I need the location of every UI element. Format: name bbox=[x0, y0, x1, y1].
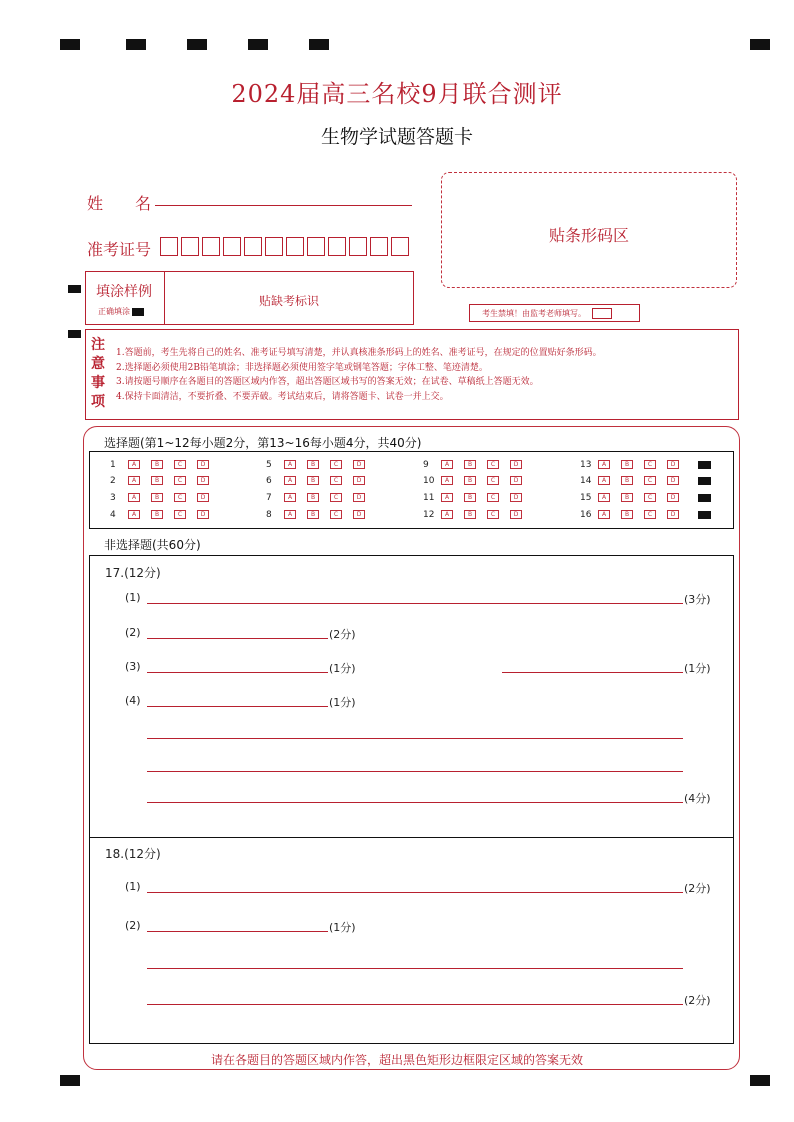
mc-question-5 bbox=[266, 460, 406, 470]
registration-mark bbox=[187, 39, 207, 50]
mc-question-15 bbox=[580, 493, 720, 503]
id-digit-box[interactable] bbox=[244, 237, 262, 256]
q18-part2-answer-line[interactable] bbox=[147, 931, 328, 932]
mc-question-number: 5 bbox=[266, 460, 272, 470]
id-digit-box[interactable] bbox=[370, 237, 388, 256]
mc-question-number: 4 bbox=[110, 510, 116, 520]
mc-option-d[interactable]: D bbox=[667, 493, 679, 502]
mc-option-a[interactable]: A bbox=[598, 493, 610, 502]
mc-question-12 bbox=[423, 510, 563, 520]
registration-mark bbox=[68, 285, 81, 293]
q17-part3b-answer-line[interactable] bbox=[502, 672, 683, 673]
mc-question-14 bbox=[580, 476, 720, 486]
mc-option-d[interactable]: D bbox=[197, 493, 209, 502]
q17-part3-label: (3) bbox=[125, 660, 141, 673]
mc-option-d[interactable]: D bbox=[510, 460, 522, 469]
notice-item: 1.答题前，考生先将自己的姓名、准考证号填写清楚，并认真核准条形码上的姓名、准考证号，在规定的位置贴好条形码。 bbox=[116, 348, 602, 358]
mc-option-d[interactable]: D bbox=[353, 510, 365, 519]
mc-option-d[interactable]: D bbox=[510, 510, 522, 519]
mc-option-c[interactable]: C bbox=[487, 460, 499, 469]
mc-option-b[interactable]: B bbox=[151, 460, 163, 469]
mc-question-10 bbox=[423, 476, 563, 486]
mc-question-3 bbox=[110, 493, 250, 503]
q18-title: 18.(12分) bbox=[105, 847, 161, 861]
mc-question-number: 9 bbox=[423, 460, 429, 470]
id-digit-box[interactable] bbox=[202, 237, 220, 256]
mc-option-a[interactable]: A bbox=[128, 493, 140, 502]
id-digit-box[interactable] bbox=[349, 237, 367, 256]
mc-question-number: 13 bbox=[580, 460, 592, 470]
registration-mark bbox=[248, 39, 268, 50]
notice-heading-char: 意 bbox=[91, 356, 105, 372]
mc-option-d[interactable]: D bbox=[197, 476, 209, 485]
q18-part2-label: (2) bbox=[125, 919, 141, 932]
mc-question-9 bbox=[423, 460, 563, 470]
q18-part2b-score: (2分) bbox=[684, 994, 711, 1007]
mc-question-4 bbox=[110, 510, 250, 520]
notice-heading bbox=[91, 336, 107, 412]
id-digit-box[interactable] bbox=[286, 237, 304, 256]
mc-question-number: 14 bbox=[580, 476, 592, 486]
proctor-note bbox=[469, 304, 640, 322]
mc-question-1 bbox=[110, 460, 250, 470]
mc-question-2 bbox=[110, 476, 250, 486]
q18-part2-score: (1分) bbox=[329, 921, 356, 934]
barcode-area bbox=[441, 172, 737, 288]
mc-question-number: 7 bbox=[266, 493, 272, 503]
mc-option-c[interactable]: C bbox=[330, 476, 342, 485]
mc-option-c[interactable]: C bbox=[644, 476, 656, 485]
q17-title: 17.(12分) bbox=[105, 566, 161, 580]
mc-question-number: 11 bbox=[423, 493, 435, 503]
mc-option-a[interactable]: A bbox=[128, 476, 140, 485]
mc-option-c[interactable]: C bbox=[174, 460, 186, 469]
mc-section-title: 选择题(第1~12每小题2分，第13~16每小题4分，共40分) bbox=[104, 436, 422, 450]
mc-question-number: 16 bbox=[580, 510, 592, 520]
mc-option-a[interactable]: A bbox=[128, 510, 140, 519]
timing-mark bbox=[698, 511, 711, 519]
mc-option-c[interactable]: C bbox=[330, 493, 342, 502]
registration-mark bbox=[750, 1075, 770, 1086]
q17-part1-label: (1) bbox=[125, 591, 141, 604]
mc-option-a[interactable]: A bbox=[284, 493, 296, 502]
mc-question-number: 2 bbox=[110, 476, 116, 486]
proctor-checkbox[interactable] bbox=[592, 308, 612, 319]
mc-option-b[interactable]: B bbox=[464, 476, 476, 485]
mc-option-d[interactable]: D bbox=[353, 493, 365, 502]
mc-option-c[interactable]: C bbox=[644, 460, 656, 469]
mc-question-11 bbox=[423, 493, 563, 503]
mc-option-b[interactable]: B bbox=[464, 493, 476, 502]
registration-mark bbox=[60, 39, 80, 50]
non-mc-section-title: 非选择题(共60分) bbox=[104, 538, 201, 552]
mc-question-7 bbox=[266, 493, 406, 503]
id-digit-box[interactable] bbox=[223, 237, 241, 256]
q17-part4-answer-line[interactable] bbox=[147, 802, 683, 803]
mc-option-d[interactable]: D bbox=[667, 460, 679, 469]
notice-box bbox=[85, 329, 739, 420]
timing-mark bbox=[698, 494, 711, 502]
mc-question-number: 8 bbox=[266, 510, 272, 520]
proctor-note-text: 考生禁填！由监考老师填写。 bbox=[482, 309, 586, 318]
notice-items bbox=[116, 346, 602, 404]
q17-part3b-score: (1分) bbox=[684, 662, 711, 675]
mc-option-a[interactable]: A bbox=[441, 493, 453, 502]
filled-mark-icon bbox=[132, 308, 144, 316]
id-digit-box[interactable] bbox=[160, 237, 178, 256]
free-response-box bbox=[89, 555, 734, 1044]
notice-item: 3.请按题号顺序在各题目的答题区域内作答，超出答题区域书写的答案无效；在试卷、草稿纸上答题无效。 bbox=[116, 377, 539, 387]
q17-part4-answer-line[interactable] bbox=[147, 706, 328, 707]
correct-fill-label: 正确填涂 bbox=[98, 307, 130, 316]
mc-question-number: 3 bbox=[110, 493, 116, 503]
mc-option-c[interactable]: C bbox=[644, 510, 656, 519]
fill-sample-cell bbox=[86, 272, 165, 324]
mc-option-b[interactable]: B bbox=[621, 510, 633, 519]
mc-option-d[interactable]: D bbox=[510, 476, 522, 485]
mc-question-number: 6 bbox=[266, 476, 272, 486]
mc-question-16 bbox=[580, 510, 720, 520]
notice-heading-char: 注 bbox=[91, 337, 105, 353]
q17-part2-answer-line[interactable] bbox=[147, 638, 328, 639]
timing-mark bbox=[698, 477, 711, 485]
mc-option-d[interactable]: D bbox=[667, 510, 679, 519]
q18-part1-label: (1) bbox=[125, 880, 141, 893]
notice-heading-char: 事 bbox=[91, 375, 105, 391]
registration-mark bbox=[60, 1075, 80, 1086]
notice-item: 2.选择题必须使用2B铅笔填涂；非选择题必须使用签字笔或钢笔答题；字体工整、笔迹清楚。 bbox=[116, 362, 488, 373]
fill-sample-box bbox=[85, 271, 414, 325]
mc-question-13 bbox=[580, 460, 720, 470]
name-label: 姓 名 bbox=[87, 194, 152, 213]
q17-part3-score: (1分) bbox=[329, 662, 356, 675]
mc-option-a[interactable]: A bbox=[598, 476, 610, 485]
id-label: 准考证号 bbox=[87, 240, 152, 259]
q18-part2-answer-line[interactable] bbox=[147, 968, 683, 969]
id-digit-box[interactable] bbox=[307, 237, 325, 256]
mc-option-b[interactable]: B bbox=[307, 493, 319, 502]
mc-option-d[interactable]: D bbox=[353, 476, 365, 485]
registration-mark bbox=[126, 39, 146, 50]
mc-option-c[interactable]: C bbox=[487, 493, 499, 502]
footer-warning: 请在各题目的答题区域内作答，超出黑色矩形边框限定区域的答案无效 bbox=[210, 1053, 583, 1067]
mc-question-number: 15 bbox=[580, 493, 592, 503]
q17-part1-answer-line[interactable] bbox=[147, 603, 683, 604]
q17-part1-score: (3分) bbox=[684, 593, 711, 606]
mc-option-a[interactable]: A bbox=[598, 510, 610, 519]
mc-option-b[interactable]: B bbox=[464, 510, 476, 519]
mc-option-a[interactable]: A bbox=[441, 460, 453, 469]
mc-option-d[interactable]: D bbox=[197, 460, 209, 469]
mc-question-number: 12 bbox=[423, 510, 435, 520]
mc-question-8 bbox=[266, 510, 406, 520]
mc-option-b[interactable]: B bbox=[621, 476, 633, 485]
mc-option-a[interactable]: A bbox=[284, 476, 296, 485]
q17-part4-label: (4) bbox=[125, 694, 141, 707]
mc-option-a[interactable]: A bbox=[284, 460, 296, 469]
mc-option-b[interactable]: B bbox=[464, 460, 476, 469]
mc-question-6 bbox=[266, 476, 406, 486]
exam-title: 2024届高三名校9月联合测评 bbox=[231, 80, 563, 108]
mc-option-c[interactable]: C bbox=[330, 510, 342, 519]
mc-option-b[interactable]: B bbox=[151, 493, 163, 502]
mc-option-c[interactable]: C bbox=[487, 510, 499, 519]
q17-part4-answer-line[interactable] bbox=[147, 738, 683, 739]
registration-mark bbox=[750, 39, 770, 50]
q17-part2-score: (2分) bbox=[329, 628, 356, 641]
notice-heading-char: 项 bbox=[91, 394, 105, 410]
id-digit-box[interactable] bbox=[181, 237, 199, 256]
timing-mark bbox=[698, 461, 711, 469]
notice-item: 4.保持卡面清洁，不要折叠、不要弄破。考试结束后，请将答题卡、试卷一并上交。 bbox=[116, 391, 449, 402]
mc-option-a[interactable]: A bbox=[128, 460, 140, 469]
q17-part3-answer-line[interactable] bbox=[147, 672, 328, 673]
mc-option-c[interactable]: C bbox=[174, 476, 186, 485]
mc-option-a[interactable]: A bbox=[441, 510, 453, 519]
mc-option-a[interactable]: A bbox=[441, 476, 453, 485]
mc-option-b[interactable]: B bbox=[621, 493, 633, 502]
mc-option-c[interactable]: C bbox=[487, 476, 499, 485]
mc-option-c[interactable]: C bbox=[644, 493, 656, 502]
question-divider bbox=[89, 837, 734, 838]
barcode-label: 贴条形码区 bbox=[548, 226, 629, 245]
mc-option-a[interactable]: A bbox=[598, 460, 610, 469]
exam-subtitle: 生物学试题答题卡 bbox=[320, 126, 473, 148]
mc-option-d[interactable]: D bbox=[353, 460, 365, 469]
mc-option-d[interactable]: D bbox=[197, 510, 209, 519]
q18-part1-answer-line[interactable] bbox=[147, 892, 683, 893]
correct-fill-example bbox=[98, 306, 144, 317]
mc-option-d[interactable]: D bbox=[510, 493, 522, 502]
q17-part2-label: (2) bbox=[125, 626, 141, 639]
mc-question-number: 10 bbox=[423, 476, 435, 486]
name-field[interactable] bbox=[155, 205, 412, 206]
fill-sample-label: 填涂样例 bbox=[96, 284, 152, 300]
mc-option-b[interactable]: B bbox=[307, 476, 319, 485]
mc-option-b[interactable]: B bbox=[621, 460, 633, 469]
registration-mark bbox=[309, 39, 329, 50]
q17-part4-answer-line[interactable] bbox=[147, 771, 683, 772]
mc-question-number: 1 bbox=[110, 460, 116, 470]
registration-mark bbox=[68, 330, 81, 338]
q18-part1-score: (2分) bbox=[684, 882, 711, 895]
absent-sticker-label: 贴缺考标识 bbox=[258, 294, 319, 308]
mc-option-a[interactable]: A bbox=[284, 510, 296, 519]
id-digit-box[interactable] bbox=[391, 237, 409, 256]
id-digit-box[interactable] bbox=[328, 237, 346, 256]
q17-part4-score: (1分) bbox=[329, 696, 356, 709]
id-digit-box[interactable] bbox=[265, 237, 283, 256]
mc-option-b[interactable]: B bbox=[307, 460, 319, 469]
mc-option-b[interactable]: B bbox=[151, 510, 163, 519]
mc-option-c[interactable]: C bbox=[174, 510, 186, 519]
q18-part2-answer-line[interactable] bbox=[147, 1004, 683, 1005]
mc-option-b[interactable]: B bbox=[151, 476, 163, 485]
q17-part4b-score: (4分) bbox=[684, 792, 711, 805]
mc-option-b[interactable]: B bbox=[307, 510, 319, 519]
mc-option-c[interactable]: C bbox=[330, 460, 342, 469]
mc-option-d[interactable]: D bbox=[667, 476, 679, 485]
mc-option-c[interactable]: C bbox=[174, 493, 186, 502]
